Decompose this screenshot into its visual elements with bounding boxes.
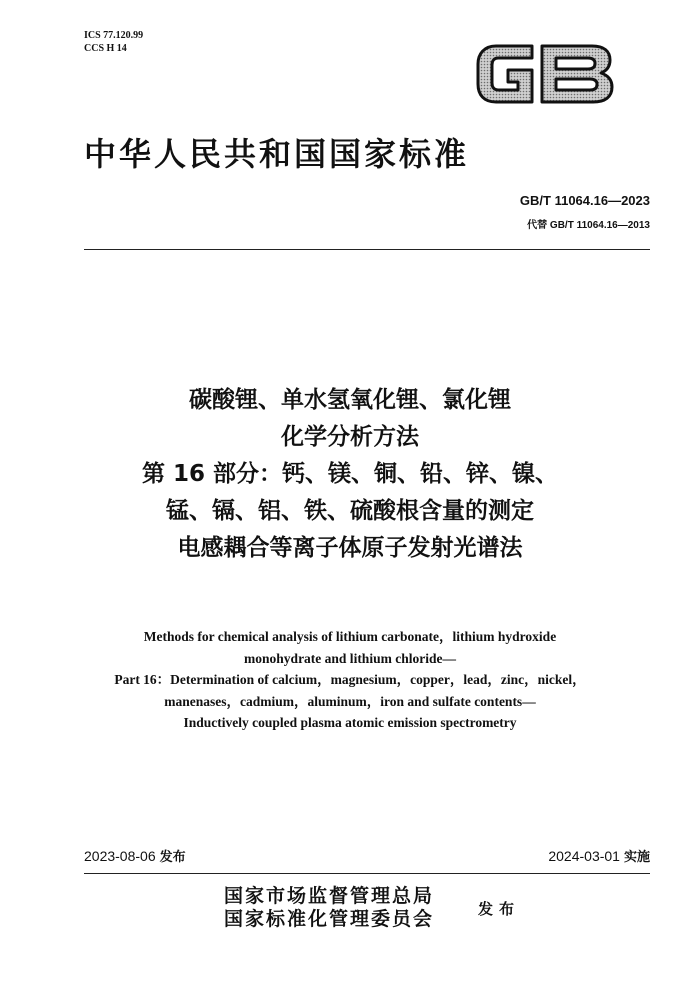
english-title-line: Inductively coupled plasma atomic emission spectrometry [183, 715, 517, 730]
issuer: 国家标准化管理委员会 [224, 908, 435, 930]
issuer: 国家市场监督管理总局 [224, 885, 435, 907]
chinese-title-line: 化学分析方法 [281, 424, 419, 450]
replaced-standard: 代替 GB/T 11064.16—2013 [527, 220, 650, 231]
ccs-code: CCS H 14 [84, 43, 127, 54]
standard-number: GB/T 11064.16—2023 [519, 193, 650, 208]
publish-date-value: 2023-08-06 [84, 848, 156, 864]
chinese-title-line: 碳酸锂、单水氢氧化锂、氯化锂 [189, 387, 511, 413]
ics-code: ICS 77.120.99 [84, 30, 144, 41]
chinese-title [0, 382, 700, 567]
publish-date-label: 发布 [159, 850, 186, 865]
chinese-title-line: 锰、镉、铝、铁、硫酸根含量的测定 [166, 498, 534, 524]
english-title-line: manenases，cadmium，aluminum，iron and sulfate contents— [164, 693, 536, 709]
issue-label: 发布 [478, 900, 521, 918]
english-title-line: Part 16：Determination of calcium，magnesium，copper，lead，zinc，nickel， [114, 672, 586, 687]
gb-emblem-icon [474, 42, 616, 106]
implement-date-value: 2024-03-01 [548, 848, 620, 864]
implement-date-label: 实施 [623, 850, 650, 865]
publish-date [84, 846, 186, 865]
english-title-line: Methods for chemical analysis of lithium carbonate，lithium hydroxide [143, 629, 557, 644]
english-title [0, 626, 700, 734]
chinese-title-line: 第 16 部分：钙、镁、铜、铅、锌、镍、 [141, 461, 559, 487]
english-title-line: monohydrate and lithium chloride— [244, 650, 456, 666]
national-standard-title: 中华人民共和国国家标准 [84, 135, 470, 173]
footer-divider [84, 873, 650, 874]
implement-date [548, 846, 650, 865]
header-divider [84, 249, 650, 250]
issuing-authorities [224, 885, 434, 931]
chinese-title-line: 电感耦合等离子体原子发射光谱法 [177, 535, 523, 561]
